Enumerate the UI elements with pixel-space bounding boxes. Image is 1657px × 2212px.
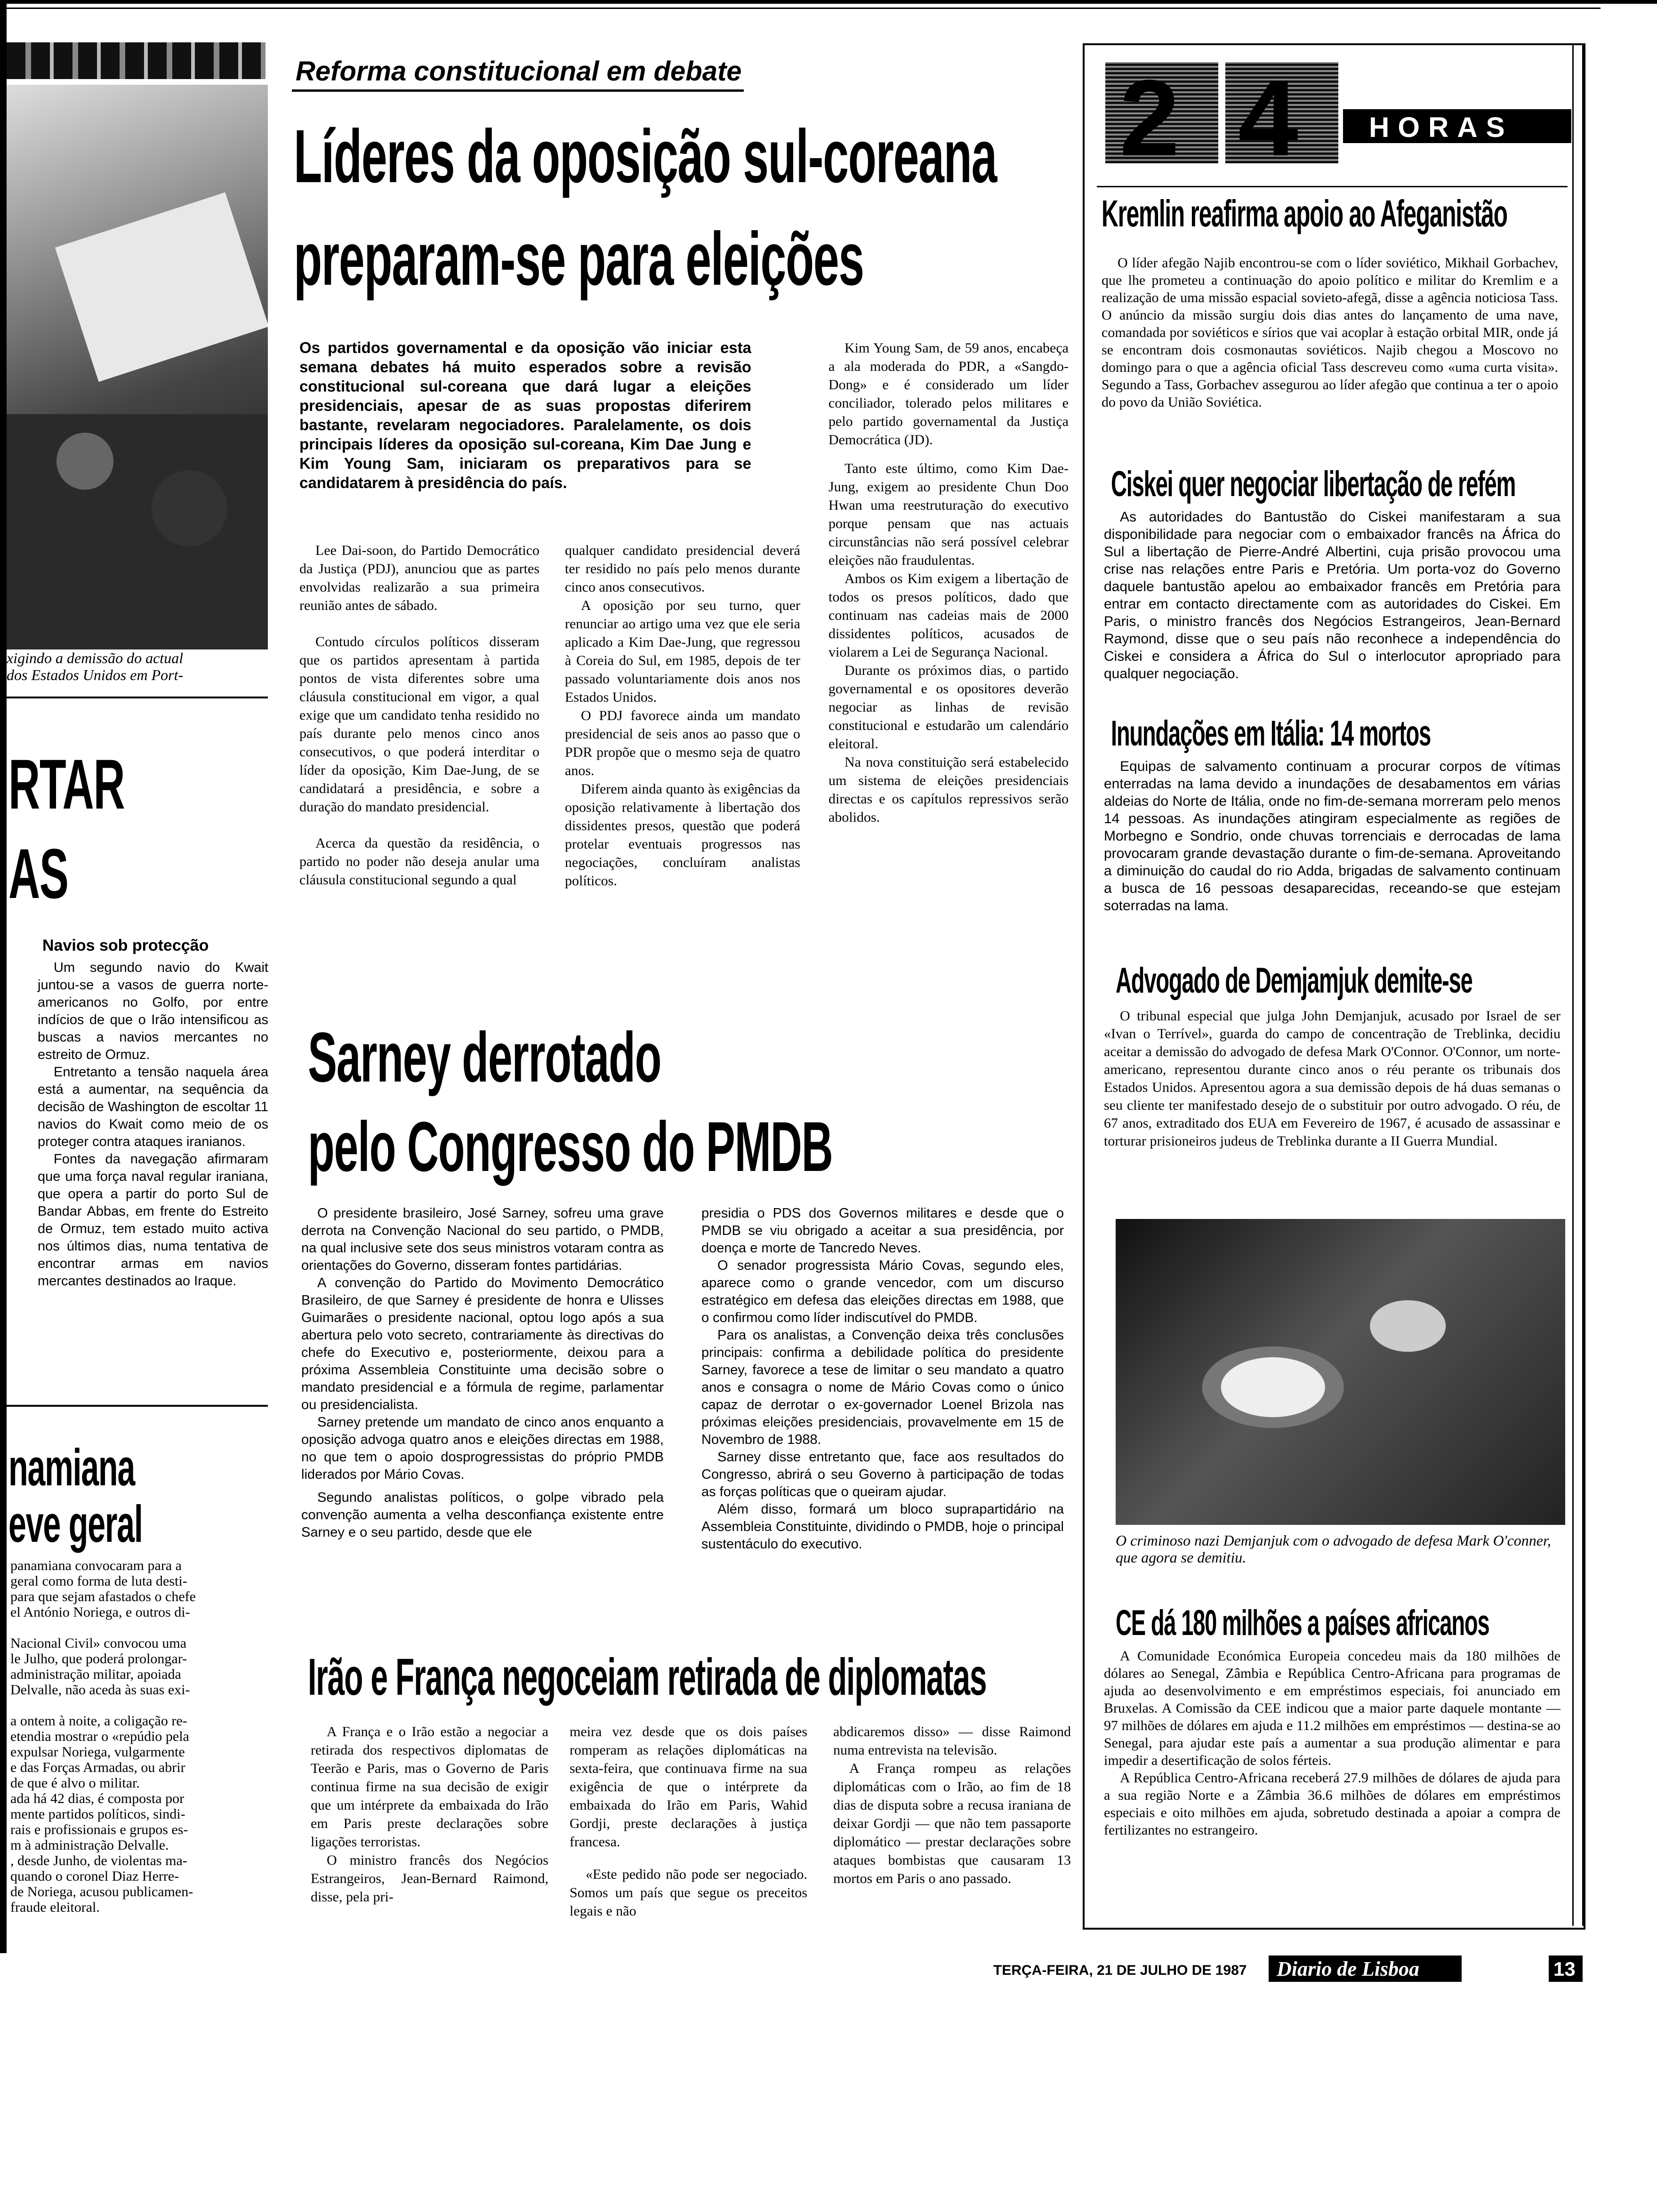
panama-line: mente partidos políticos, sindi- xyxy=(10,1806,185,1822)
korea-paragraph: O PDJ favorece ainda um mandato presidencial de seis anos ao passo que o PDR propõe que o mesmo seja de quatro anos. xyxy=(565,708,800,778)
panama-line: administração militar, apoiada xyxy=(10,1667,181,1682)
irao-paragraph: meira vez desde que os dois países romperam as relações diplomáticas na sexta-feira, que continuava firme na sua exigência de que o intérprete da embaixada do Irão em Paris, Wahid Gordji, preste declarações à justiça francesa. xyxy=(570,1724,807,1850)
top-rule-thin xyxy=(0,8,1601,9)
panama-line: m à administração Delvalle. xyxy=(10,1837,169,1853)
sarney-paragraph: Além disso, formará um bloco suprapartidário na Assembleia Constituinte, dividindo o PMDB, hoje o principal sustentáculo do executivo. xyxy=(701,1502,1064,1552)
left-stripe-banner xyxy=(7,42,265,79)
korea-paragraph: A oposição por seu turno, quer renunciar ao artigo uma vez que ele seria aplicado a Kim Dae-Jung, que regressou à Coreia do Sul, em 1985, depois de ter passado voluntariamente dois anos nos Estados Unidos. xyxy=(565,598,800,705)
sidebar-logo xyxy=(1105,57,1576,178)
irao-paragraph: A França e o Irão estão a negociar a retirada dos respectivos diplomatas de Teerão e Paris, mas o Governo de Paris continua firme na sua decisão de exigir que um intérprete da embaixada do Irão em Paris preste declarações sobre ligações terroristas. xyxy=(311,1724,548,1850)
navios-paragraph: Fontes da navegação afirmaram que uma força naval regular iraniana, que opera a partir do porto Sul de Bandar Abbas, em frente do Estreito de Ormuz, tem estado muito activa nos últimos dias, numa tentativa de encontrar armas em navios mercantes destinados ao Iraque. xyxy=(38,1152,268,1289)
demjanjuk-photo-caption: O criminoso nazi Demjanjuk com o advogado de defesa Mark O'conner, que agora se demitiu. xyxy=(1116,1532,1551,1566)
panama-line: e das Forças Armadas, ou abrir xyxy=(10,1760,185,1775)
sarney-headline-2: pelo Congresso do PMDB xyxy=(308,1107,833,1186)
panama-line xyxy=(10,1620,267,1635)
demjanjuk-photo xyxy=(1116,1219,1565,1525)
sarney-column-1 xyxy=(301,1205,664,1541)
panama-line: etendia mostrar o «repúdio pela xyxy=(10,1729,189,1744)
korea-paragraph: Ambos os Kim exigem a libertação de todos os presos políticos, dado que continuam nas cadeias mais de 2000 dissidentes políticos, acusados de violarem a Lei de Segurança Nacional. xyxy=(828,571,1069,660)
navios-paragraph: Entretanto a tensão naquela área está a aumentar, na sequência da decisão de Washington de escoltar 11 navios do Kwait como meio de os proteger contra ataques iranianos. xyxy=(38,1065,268,1149)
sarney-paragraph: O senador progressista Mário Covas, segundo eles, aparece como o grande vencedor, com um discurso estratégico em defesa das eleições directas em 1988, que o confirmou como líder indiscutível do PMDB. xyxy=(701,1258,1064,1325)
protest-photo xyxy=(7,85,268,649)
top-rule xyxy=(0,0,1657,4)
korea-paragraph: Acerca da questão da residência, o partido no poder não deseja anular uma cláusula constitucional segundo a qual xyxy=(299,835,539,888)
ce-title: CE dá 180 milhões a países africanos xyxy=(1116,1603,1489,1643)
irao-column-1 xyxy=(311,1723,548,1906)
sarney-paragraph: Sarney disse entretanto que, face aos resultados do Congresso, abrirá o seu Governo à participação de todas as forças políticas que o queiram ajudar. xyxy=(701,1450,1064,1499)
italia-title: Inundações em Itália: 14 mortos xyxy=(1111,713,1431,753)
sarney-paragraph: Segundo analistas políticos, o golpe vibrado pela convenção aumenta a velha desconfiança existente entre Sarney e o seu partido, desde que ele xyxy=(301,1490,664,1540)
korea-column-2 xyxy=(565,541,800,890)
irao-paragraph: abdicaremos disso» — disse Raimond numa entrevista na televisão. xyxy=(833,1724,1071,1758)
left-column xyxy=(7,38,270,1958)
panama-line: el António Noriega, e outros di- xyxy=(10,1604,190,1620)
korea-paragraph: Lee Dai-soon, do Partido Democrático da Justiça (PDJ), anunciou que as partes envolvidas realizarão a sua primeira reunião antes de sábado. xyxy=(299,543,539,613)
logo-digit-4: 4 xyxy=(1238,57,1298,178)
sarney-paragraph: A convenção do Partido do Movimento Democrático Brasileiro, de que Sarney é presidente de honra e Ulisses Guimarães o presidente nacional, optou logo após a sua abertura pelo voto secreto, contrariamente às directivas do chefe do Executivo e, posteriormente, deixou para a próxima Assembleia Constituinte uma decisão sobre o mandato presidencial e a fórmula de regime, parlamentar ou presidencialista. xyxy=(301,1275,664,1412)
korea-headline-2: preparam-se para eleições xyxy=(294,216,864,301)
panama-line: para que sejam afastados o chefe xyxy=(10,1589,196,1604)
korea-headline-1: Líderes da oposição sul-coreana xyxy=(294,114,997,198)
panama-line: de Noriega, acusou publicamen- xyxy=(10,1884,193,1899)
italia-text: Equipas de salvamento continuam a procurar corpos de vítimas enterradas na lama devido a inundações de desabamentos em várias aldeias do Norte de Itália, onde no fim-de-semana morreram pelo menos 14 pessoas. As inundações atingiram especialmente as regiões de Morbegno e Sondrio, onde chuvas torrenciais e derrocadas de lama provocaram grande devastação durante o fim-de-semana. Aproveitando a diminuição do caudal do rio Adda, brigadas de salvamento continuam a busca de 16 pessoas desaparecidas, receando-se que estejam soterradas na lama. xyxy=(1104,759,1560,914)
panama-line: de que é alvo o militar. xyxy=(10,1775,140,1791)
sarney-paragraph: Para os analistas, a Convenção deixa três conclusões principais: confirma a debilidade política do presidente Sarney, favorece a tese de limitar o seu mandato a quatro anos e consagra o nome de Mário Covas como o único capaz de derrotar o ex-governador Loenel Brizola nas próximas eleições presidenciais, provavelmente em 15 de Novembro de 1988. xyxy=(701,1328,1064,1447)
irao-paragraph: «Este pedido não pode ser negociado. Somos um país que segue os preceitos legais e não xyxy=(570,1867,807,1919)
korea-column-3 xyxy=(828,339,1069,826)
korea-paragraph: Diferem ainda quanto às exigências da oposição relativamente à libertação dos dissidentes presos, questão que poderá protelar eventuais progressos nas negociações, concluíram analistas políticos. xyxy=(565,781,800,889)
sarney-paragraph: Sarney pretende um mandato de cinco anos enquanto a oposição advoga quatro anos e eleições directas em 1988, no que tem o apoio dosprogressistas do próprio PMDB liderados por Mário Covas. xyxy=(301,1415,664,1482)
crowd-shape xyxy=(7,414,268,649)
panama-line: expulsar Noriega, vulgarmente xyxy=(10,1744,185,1760)
big-headline-fragment-2: AS xyxy=(8,834,68,913)
panama-line: ada há 42 dias, é composta por xyxy=(10,1791,185,1806)
logo-digit-2: 2 xyxy=(1119,57,1180,178)
panama-headline-2: eve geral xyxy=(8,1495,143,1553)
kremlin-text: O líder afegão Najib encontrou-se com o líder soviético, Mikhail Gorbachev, que lhe prometeu a continuação do apoio político e militar do Kremlim e a realização de uma missão espacial sovieto-afegã, disse a agência noticiosa Tass. O anúncio da missão surgiu dois dias antes do lançamento de uma nave, comandada por soviéticos e sírios que vai acoplar à estação orbital MIR, onde já se encontram dois cosmonautas soviéticos. Najib chegou a Moscovo no domingo para o que a agência oficial Tass descreveu como «uma curta visita». Segundo a Tass, Gorbachev assegurou ao líder afegão que continua a ter o apoio do povo da União Soviética. xyxy=(1102,255,1558,410)
panama-line xyxy=(10,1698,267,1713)
korea-lead: Os partidos governamental e da oposição vão iniciar esta semana debates há muito esperados sobre a revisão constitucional sul-coreana que dará lugar a eleições presidenciais, apesar de as suas propostas diferirem bastante, revelaram negociadores. Paralelamente, os dois principais líderes da oposição sul-coreana, Kim Dae Jung e Kim Young Sam, iniciaram os preparativos para se candidatarem à presidência do país. xyxy=(299,339,751,491)
navios-paragraph: Um segundo navio do Kwait juntou-se a vasos de guerra norte-americanos no Golfo, por entre indícios de que o Irão intensificou as buscas a navios mercantes no estreito de Ormuz. xyxy=(38,960,268,1062)
panama-line: a ontem à noite, a coligação re- xyxy=(10,1713,187,1729)
panama-line: quando o coronel Diaz Herre- xyxy=(10,1868,179,1884)
sarney-paragraph: presidia o PDS dos Governos militares e desde que o PMDB se viu obrigado a aceitar a sua presidência, por doença e morte de Tancredo Neves. xyxy=(701,1206,1064,1256)
irao-column-2 xyxy=(570,1723,807,1920)
irao-column-3 xyxy=(833,1723,1071,1888)
demjanjuk-title: Advogado de Demjamjuk demite-se xyxy=(1116,961,1472,1001)
protest-photo-caption-2: dos Estados Unidos em Port- xyxy=(7,666,184,683)
korea-paragraph: Tanto este último, como Kim Dae-Jung, exigem ao presidente Chun Doo Hwan uma reestruturação do executivo porque pensam que nas actuais circunstâncias não será possível celebrar eleições não fraudulentas. xyxy=(828,461,1069,568)
panama-line: le Julho, que poderá prolongar- xyxy=(10,1651,187,1667)
footer-date: TERÇA-FEIRA, 21 DE JULHO DE 1987 xyxy=(993,1963,1247,1978)
korea-paragraph: Contudo círculos políticos disseram que os partidos apresentam à partida pontos de vista diferentes sobre uma cláusula constitucional em vigor, a qual exige que um candidato tenha residido no país durante pelo menos cinco anos consecutivos, o que poderá interditar o líder da oposição, Kim Dae-Jung, de se candidatará a presidência, e sobre a duração do mandato presidencial. xyxy=(299,634,539,815)
korea-paragraph: Na nova constituição será estabelecido um sistema de eleições presidenciais directas e os capítulos repressivos serão abolidos. xyxy=(828,754,1069,825)
footer-page-number: 13 xyxy=(1553,1958,1576,1980)
protest-banner-shape xyxy=(55,192,268,382)
ce-paragraph: A República Centro-Africana receberá 27.9 milhões de dólares de ajuda para a sua região Norte e a Zâmbia 36.6 milhões de dólares em empréstimos especiais e oito milhões em ajuda, sobretudo destinada a apoiar a compra de fertilizantes no estrangeiro. xyxy=(1104,1770,1560,1838)
demjanjuk-text: O tribunal especial que julga John Demjanjuk, acusado por Israel de ser «Ivan o Terrível», guarda do campo de concentração de Treblinka, decidiu aceitar a demissão do advogado de defesa Mark O'Connor. O'Connor, um norte-americano, representou durante cinco anos o réu perante os tribunais dos Estados Unidos. Apresentou agora a sua demissão depois de há duas semanas o seu cliente ter manifestado desejo de o substituir por outro advogado. O réu, de 67 anos, extraditado dos EUA em Fevereiro de 1967, é acusado de assassinar e torturar prisioneiros judeus de Treblinka durante a II Guerra Mundial. xyxy=(1104,1008,1560,1149)
protest-photo-caption-1: xigindo a demissão do actual xyxy=(7,649,184,666)
ciskei-text: As autoridades do Bantustão do Ciskei manifestaram a sua disponibilidade para negociar com o embaixador francês na África do Sul a libertação de Pierre-André Albertini, cuja prisão provocou uma crise nas relações entre Paris e Pretória. Um porta-voz do Governo daquele bantustão apelou ao embaixador francês em Pretória para entrar em contacto directamente com as autoridades do Ciskei. Em Paris, o ministro francês dos Negócios Estrangeiros, Jean-Bernard Raymond, disse que o seu país não reconhece a independência do Ciskei e considera a África do Sul o interlocutor apropriado para qualquer negociação. xyxy=(1104,509,1560,681)
navios-title: Navios sob protecção xyxy=(42,937,209,954)
logo-horas-text: HORAS xyxy=(1369,112,1513,143)
sarney-headline-1: Sarney derrotado xyxy=(308,1018,661,1097)
kicker-underline xyxy=(292,89,744,92)
korea-column-1 xyxy=(299,541,539,889)
panama-line: fraude eleitoral. xyxy=(10,1899,100,1915)
sidebar-divider xyxy=(1097,186,1568,187)
sarney-paragraph: O presidente brasileiro, José Sarney, sofreu uma grave derrota na Convenção Nacional do seu partido, o PMDB, na qual inclusive sete dos seus ministros votaram contra as orientações do Governo, disseram fontes partidárias. xyxy=(301,1206,664,1273)
irao-paragraph: O ministro francês dos Negócios Estrangeiros, Jean-Bernard Raimond, disse, pela pri- xyxy=(311,1852,548,1905)
ciskei-title: Ciskei quer negociar libertação de refém xyxy=(1111,464,1516,504)
ce-text xyxy=(1104,1647,1560,1839)
korea-paragraph: Durante os próximos dias, o partido governamental e os opositores deverão negociar as linhas de revisão constitucional e estudarão um calendário eleitoral. xyxy=(828,663,1069,752)
panama-text xyxy=(10,1558,267,1915)
irao-headline: Irão e França negoceiam retirada de diplomatas xyxy=(308,1648,987,1706)
sarney-column-2 xyxy=(701,1205,1064,1553)
panama-line: , desde Junho, de violentas ma- xyxy=(10,1853,187,1868)
left-edge xyxy=(0,0,7,1953)
section-kicker: Reforma constitucional em debate xyxy=(296,56,742,87)
navios-text xyxy=(38,959,268,1290)
irao-paragraph: A França rompeu as relações diplomáticas com o Irão, ao fim de 18 dias de disputa sobre a recusa iraniana de deixar Gordji — que não tem passaporte diplomático — prestar declarações sobre ataques bombistas que causaram 13 mortos em Paris o ano passado. xyxy=(833,1761,1071,1886)
big-headline-fragment-1: RTAR xyxy=(8,745,125,824)
footer-paper-name: Diario de Lisboa xyxy=(1277,1957,1420,1980)
kremlin-title: Kremlin reafirma apoio ao Afeganistão xyxy=(1102,192,1507,234)
panama-line: rais e profissionais e grupos es- xyxy=(10,1822,188,1837)
panama-headline-1: namiana xyxy=(8,1439,135,1497)
panama-line: Delvalle, não aceda às suas exi- xyxy=(10,1682,190,1698)
panama-line: geral como forma de luta desti- xyxy=(10,1573,187,1589)
panama-line: Nacional Civil» convocou uma xyxy=(10,1635,187,1651)
panama-line: panamiana convocaram para a xyxy=(10,1558,182,1573)
sidebar-frame-right xyxy=(1572,43,1584,1926)
left-divider-1 xyxy=(7,697,268,698)
korea-paragraph: Kim Young Sam, de 59 anos, encabeça a ala moderada do PDR, a «Sangdo-Dong» e é considerado um líder conciliador, tolerado pelos militares e pelo partido governamental da Justiça Democrática (JD). xyxy=(828,340,1069,448)
korea-paragraph: qualquer candidato presidencial deverá ter residido no país pelo menos durante cinco anos consecutivos. xyxy=(565,543,800,595)
left-divider-2 xyxy=(7,1405,268,1407)
ce-paragraph: A Comunidade Económica Europeia concedeu mais da 180 milhões de dólares ao Senegal, Zâmbia e República Centro-Africana para programas de ajuda ao desenvolvimento e em empréstimos especiais, foi anunciado em Bruxelas. A Comissão da CEE indicou que a maior parte daquele montante — 97 milhões de dólares em ajuda e 11.2 milhões em empréstimos — destina-se ao Senegal, para ajudar este país a aumentar a sua produção alimentar e para impedir a desertificação de solos férteis. xyxy=(1104,1648,1560,1768)
